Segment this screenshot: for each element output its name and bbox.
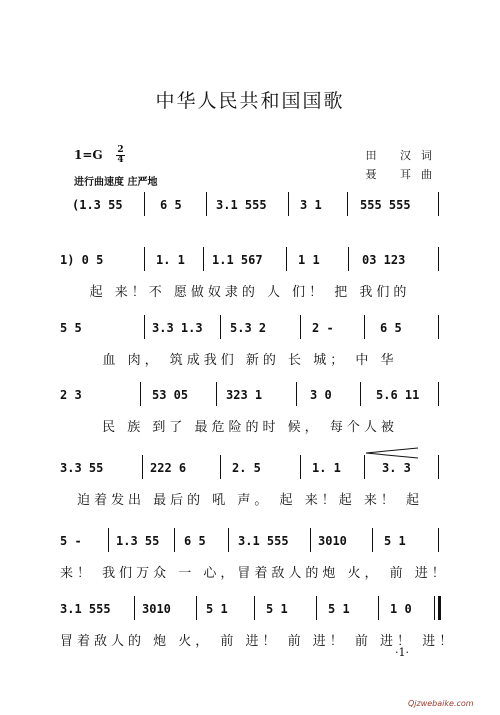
barline bbox=[228, 528, 229, 552]
tempo-marking: 进行曲速度 庄严地 bbox=[74, 177, 158, 188]
barline bbox=[144, 192, 145, 216]
barline bbox=[438, 455, 439, 479]
measure: 3.3 1.3 bbox=[152, 321, 203, 335]
measure: 1.3 55 bbox=[116, 534, 160, 548]
barline bbox=[300, 455, 301, 479]
song-title: 中华人民共和国国歌 bbox=[155, 90, 345, 112]
barline bbox=[134, 596, 135, 620]
notes-line bbox=[60, 461, 440, 479]
lyrics-line: 起 来！不 愿做奴隶的 人 们！ 把 我们的 bbox=[89, 285, 411, 300]
measure: 2 3 bbox=[60, 388, 82, 402]
measure: 5 1 bbox=[384, 534, 406, 548]
barline bbox=[347, 192, 348, 216]
barline bbox=[438, 247, 439, 271]
barline bbox=[140, 382, 141, 406]
barline bbox=[438, 192, 439, 216]
key-signature: 1=G bbox=[74, 148, 103, 162]
barline bbox=[108, 528, 109, 552]
measure: 1 0 bbox=[390, 602, 412, 616]
barline bbox=[296, 382, 297, 406]
lyricist-credit: 田 汉词 bbox=[365, 149, 442, 162]
measure: 3.3 55 bbox=[60, 461, 104, 475]
measure: 1.1 567 bbox=[212, 253, 263, 267]
measure: 5 - bbox=[60, 534, 82, 548]
barline bbox=[438, 382, 439, 406]
time-signature bbox=[116, 146, 125, 165]
measure: 53 05 bbox=[152, 388, 189, 402]
composer-credit: 聂 耳曲 bbox=[365, 168, 442, 181]
barline bbox=[288, 192, 289, 216]
barline bbox=[286, 247, 287, 271]
measure: 6 5 bbox=[160, 198, 182, 212]
lyrics-line: 冒着敌人的 炮 火， 前 进！ 前 进！ 前 进！ 进！ bbox=[60, 634, 457, 649]
score-row bbox=[60, 534, 449, 581]
lyrics-line: 血 肉， 筑成我们 新的 长 城； 中 华 bbox=[102, 353, 398, 368]
barline bbox=[360, 382, 361, 406]
time-signature-bottom: 4 bbox=[117, 155, 124, 165]
measure: (1.3 55 bbox=[72, 198, 123, 212]
notes-line bbox=[60, 602, 440, 620]
score-row bbox=[60, 253, 440, 300]
barline bbox=[220, 315, 221, 339]
measure: 1. 1 bbox=[156, 253, 185, 267]
barline bbox=[220, 455, 221, 479]
barline bbox=[438, 528, 439, 552]
measure: 03 123 bbox=[362, 253, 406, 267]
measure: 2 - bbox=[312, 321, 334, 335]
score-row bbox=[60, 388, 440, 435]
barline bbox=[203, 247, 204, 271]
score-row bbox=[60, 602, 457, 649]
notes-line bbox=[60, 253, 440, 271]
barline bbox=[206, 192, 207, 216]
barline bbox=[196, 596, 197, 620]
barline bbox=[438, 315, 439, 339]
crescendo-mark bbox=[364, 447, 420, 459]
barline bbox=[316, 596, 317, 620]
measure: 3.1 555 bbox=[216, 198, 267, 212]
lyrics-line: 来！ 我们万众 一 心，冒着敌人的炮 火， 前 进！ bbox=[60, 566, 449, 581]
measure: 3.1 555 bbox=[238, 534, 289, 548]
score-row bbox=[60, 198, 440, 238]
measure: 3 0 bbox=[310, 388, 332, 402]
lyrics-line: 迫着发出 最后的 吼 声。 起 来！起 来！ 起 bbox=[77, 493, 423, 508]
notes-line bbox=[60, 534, 440, 552]
measure: 6 5 bbox=[380, 321, 402, 335]
barline bbox=[300, 315, 301, 339]
measure: 3.1 555 bbox=[60, 602, 111, 616]
measure: 323 1 bbox=[226, 388, 263, 402]
measure: 5.6 11 bbox=[376, 388, 420, 402]
lyrics-line: 民 族 到了 最危险的时 候， 每个人被 bbox=[102, 420, 398, 435]
barline bbox=[216, 382, 217, 406]
barline bbox=[254, 596, 255, 620]
measure: 3010 bbox=[142, 602, 171, 616]
measure: 5 1 bbox=[328, 602, 350, 616]
notes-line bbox=[60, 321, 440, 339]
barline bbox=[144, 247, 145, 271]
barline bbox=[372, 528, 373, 552]
score-row bbox=[60, 321, 440, 368]
notes-line bbox=[60, 198, 440, 216]
barline bbox=[348, 247, 349, 271]
measure: 555 555 bbox=[360, 198, 411, 212]
barline bbox=[364, 315, 365, 339]
measure: 3. 3 bbox=[382, 461, 411, 475]
barline bbox=[310, 528, 311, 552]
measure: 1. 1 bbox=[312, 461, 341, 475]
measure: 1 1 bbox=[298, 253, 320, 267]
measure: 5 5 bbox=[60, 321, 82, 335]
barline bbox=[142, 455, 143, 479]
page-number: ·1· bbox=[395, 646, 409, 659]
measure: 222 6 bbox=[150, 461, 187, 475]
measure: 3010 bbox=[318, 534, 347, 548]
watermark: Qjzwebaike.com bbox=[408, 699, 474, 708]
barline bbox=[174, 528, 175, 552]
measure: 5.3 2 bbox=[230, 321, 267, 335]
notes-line bbox=[60, 388, 440, 406]
barline bbox=[144, 315, 145, 339]
score-row bbox=[60, 461, 440, 508]
final-barline bbox=[438, 596, 441, 620]
measure: 6 5 bbox=[184, 534, 206, 548]
measure: 3 1 bbox=[300, 198, 322, 212]
barline bbox=[378, 596, 379, 620]
measure: 1) 0 5 bbox=[60, 253, 104, 267]
measure: 5 1 bbox=[206, 602, 228, 616]
measure: 2. 5 bbox=[232, 461, 261, 475]
measure: 5 1 bbox=[266, 602, 288, 616]
barline bbox=[434, 596, 435, 620]
time-signature-top: 2 bbox=[117, 145, 124, 155]
